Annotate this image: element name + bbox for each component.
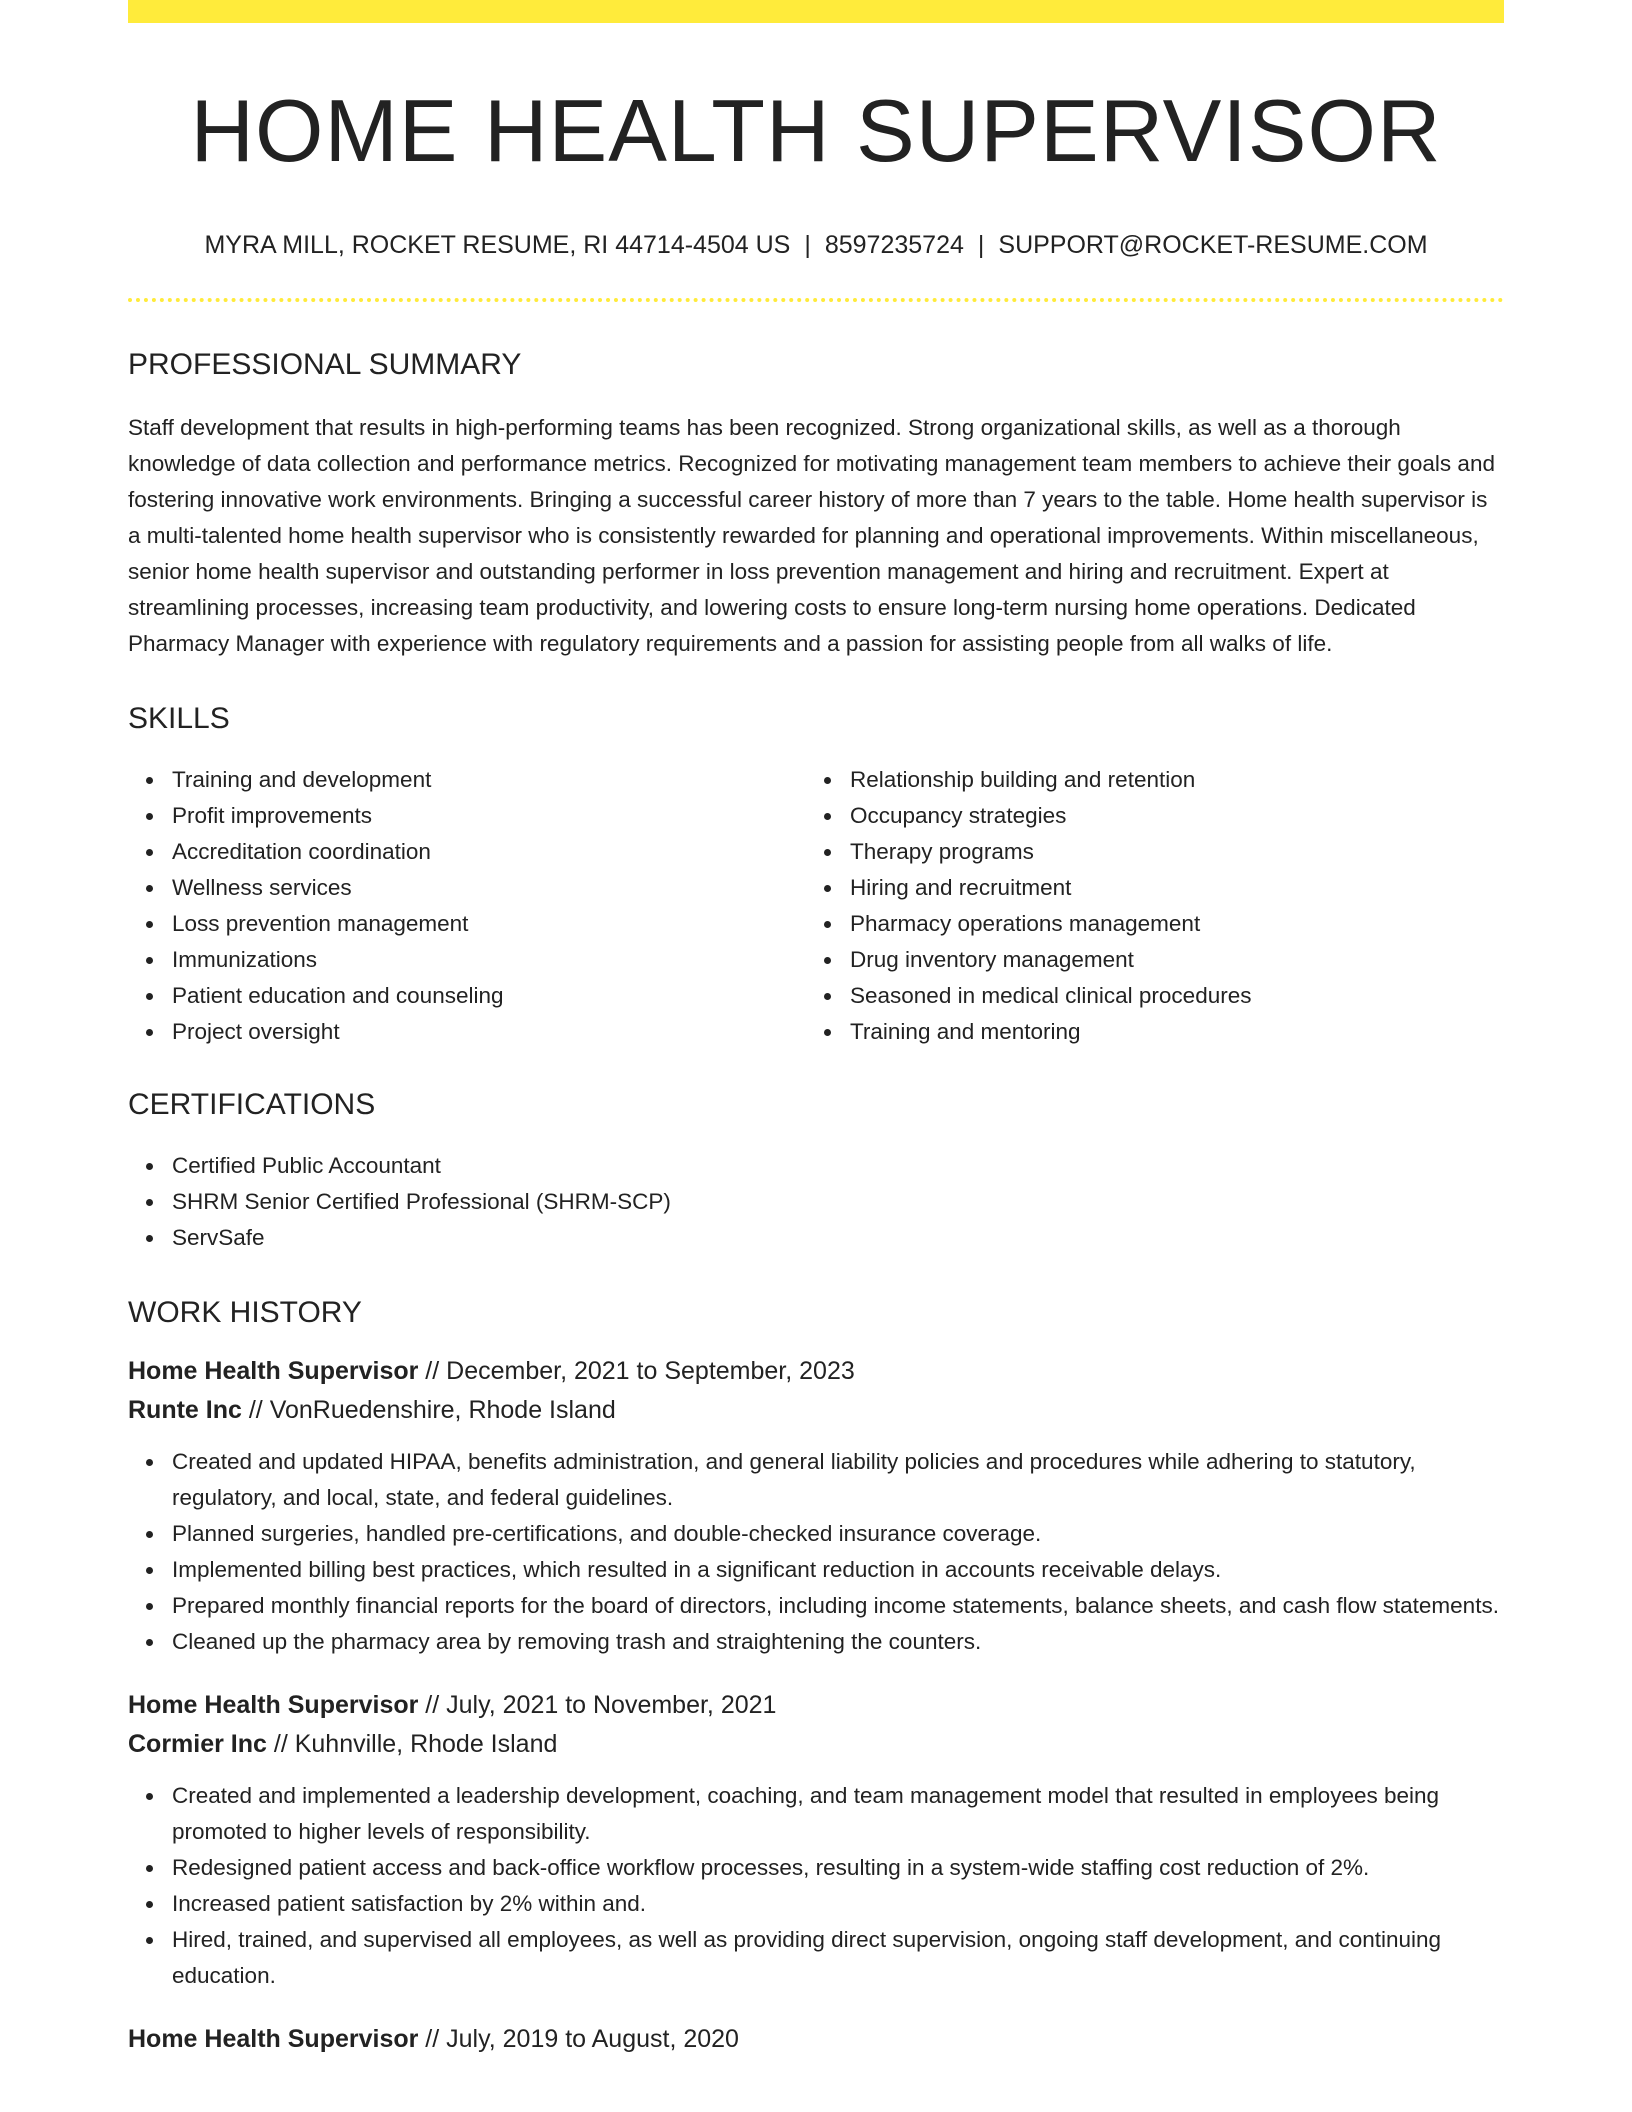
certifications-heading: CERTIFICATIONS — [128, 1088, 376, 1121]
job-role: Home Health Supervisor — [128, 2025, 419, 2053]
job-role: Home Health Supervisor — [128, 1357, 419, 1385]
contact-separator: | — [804, 231, 811, 259]
skill-item: Hiring and recruitment — [806, 870, 1484, 906]
job-entry — [128, 1686, 1504, 1994]
skill-item: Profit improvements — [128, 798, 806, 834]
skill-item: Accreditation coordination — [128, 834, 806, 870]
job-company: Cormier Inc — [128, 1730, 267, 1758]
contact-address: MYRA MILL, ROCKET RESUME, RI 44714-4504 US — [204, 231, 791, 259]
resume-page — [128, 0, 1504, 2059]
job-bullet-list — [128, 1778, 1504, 1994]
skill-item: Drug inventory management — [806, 942, 1484, 978]
skill-item: Patient education and counseling — [128, 978, 806, 1014]
skills-columns — [128, 762, 1504, 1050]
job-location: // Kuhnville, Rhode Island — [266, 1730, 558, 1758]
skills-right-list — [806, 762, 1484, 1050]
contact-separator: | — [977, 231, 985, 259]
skills-heading: SKILLS — [128, 702, 230, 735]
job-title-line — [128, 2020, 1504, 2059]
job-dates: // December, 2021 to September, 2023 — [418, 1357, 855, 1385]
skill-item: Seasoned in medical clinical procedures — [806, 978, 1484, 1014]
job-company-line — [128, 1725, 1504, 1764]
job-bullet: Implemented billing best practices, which resulted in a significant reduction in accounts receivable delays. — [128, 1552, 1504, 1588]
skill-item: Therapy programs — [806, 834, 1484, 870]
job-dates: // July, 2019 to August, 2020 — [418, 2025, 739, 2053]
job-bullet-list — [128, 1444, 1504, 1660]
job-bullet: Planned surgeries, handled pre-certifications, and double-checked insurance coverage. — [128, 1516, 1504, 1552]
job-bullet: Created and implemented a leadership development, coaching, and team management model that resulted in employees being promoted to higher levels of responsibility. — [128, 1778, 1504, 1850]
job-entry — [128, 1352, 1504, 1660]
contact-phone[interactable]: 8597235724 — [824, 231, 964, 259]
job-title-line — [128, 1686, 1504, 1725]
contact-email[interactable]: SUPPORT@ROCKET-RESUME.COM — [998, 231, 1428, 259]
job-role: Home Health Supervisor — [128, 1691, 419, 1719]
job-company: Runte Inc — [128, 1396, 242, 1424]
job-bullet: Created and updated HIPAA, benefits administration, and general liability policies and procedures while adhering to statutory, regulatory, and local, state, and federal guidelines. — [128, 1444, 1504, 1516]
job-bullet: Prepared monthly financial reports for the board of directors, including income statements, balance sheets, and cash flow statements. — [128, 1588, 1504, 1624]
certification-item: SHRM Senior Certified Professional (SHRM-SCP) — [128, 1184, 1504, 1220]
job-entry — [128, 2020, 1504, 2059]
job-bullet: Increased patient satisfaction by 2% within and. — [128, 1886, 1504, 1922]
job-bullet: Cleaned up the pharmacy area by removing trash and straightening the counters. — [128, 1624, 1504, 1660]
summary-text: Staff development that results in high-performing teams has been recognized. Strong organizational skills, as well as a thorough knowledge of data collection and performance metrics. Recognized for motivating management team members to achieve their goals and fostering innovative work environments. Bringing a successful career history of more than 7 years to the table. Home health supervisor is a multi-talented home health supervisor who is consistently rewarded for planning and operational improvements. Within miscellaneous, senior home health supervisor and outstanding performer in loss prevention management and hiring and recruitment. Expert at streamlining processes, increasing team productivity, and lowering costs to ensure long-term nursing home operations. Dedicated Pharmacy Manager with experience with regulatory requirements and a passion for assisting people from all walks of life. — [128, 415, 1495, 656]
job-location: // VonRuedenshire, Rhode Island — [241, 1396, 616, 1424]
contact-line — [128, 233, 1504, 258]
skill-item: Relationship building and retention — [806, 762, 1484, 798]
skill-item: Training and mentoring — [806, 1014, 1484, 1050]
certifications-list — [128, 1148, 1504, 1256]
skill-item: Pharmacy operations management — [806, 906, 1484, 942]
job-company-line — [128, 1391, 1504, 1430]
job-title-line — [128, 1352, 1504, 1391]
certification-item: ServSafe — [128, 1220, 1504, 1256]
job-dates: // July, 2021 to November, 2021 — [418, 1691, 777, 1719]
resume-title: HOME HEALTH SUPERVISOR — [190, 81, 1442, 180]
skill-item: Wellness services — [128, 870, 806, 906]
accent-top-bar — [128, 0, 1504, 23]
skill-item: Training and development — [128, 762, 806, 798]
certification-item: Certified Public Accountant — [128, 1148, 1504, 1184]
dotted-divider — [128, 298, 1504, 302]
skill-item: Immunizations — [128, 942, 806, 978]
work-history-heading: WORK HISTORY — [128, 1296, 362, 1329]
skill-item: Project oversight — [128, 1014, 806, 1050]
skill-item: Occupancy strategies — [806, 798, 1484, 834]
skill-item: Loss prevention management — [128, 906, 806, 942]
job-bullet: Redesigned patient access and back-office workflow processes, resulting in a system-wide staffing cost reduction of 2%. — [128, 1850, 1504, 1886]
skills-left-list — [128, 762, 806, 1050]
summary-heading: PROFESSIONAL SUMMARY — [128, 348, 522, 381]
job-bullet: Hired, trained, and supervised all employees, as well as providing direct supervision, ongoing staff development, and continuing education. — [128, 1922, 1504, 1994]
